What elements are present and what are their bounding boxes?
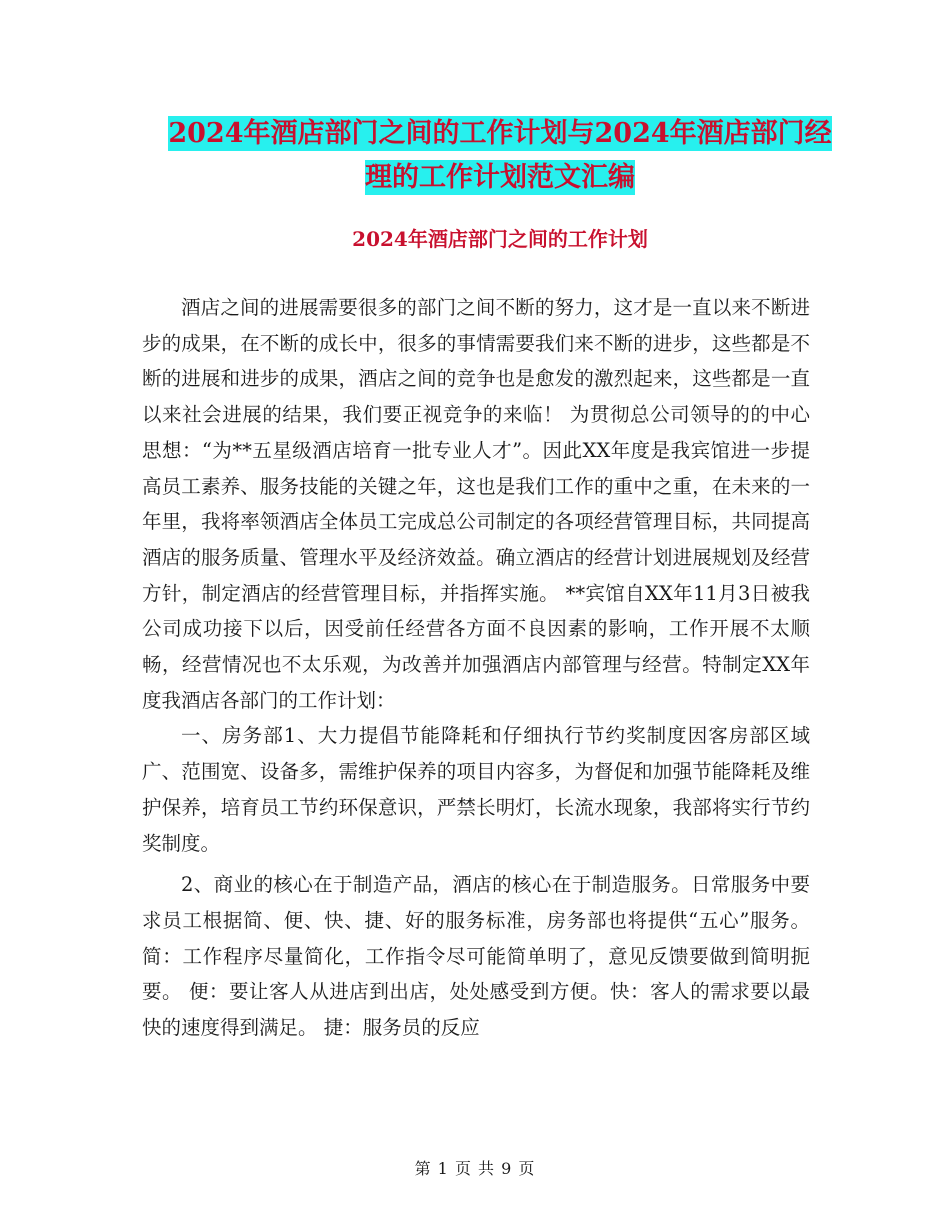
main-title-line-1: 2024年酒店部门之间的工作计划与2024年酒店部门经 [168,118,832,149]
page-number-footer: 第 1 页 共 9 页 [414,1159,536,1178]
document-body [142,290,810,1046]
document-main-title [140,112,860,200]
main-title-line-2: 理的工作计划范文汇编 [365,162,635,193]
body-paragraph-3: 2、商业的核心在于制造产品，酒店的核心在于制造服务。日常服务中要求员工根据简、便、快、捷、好的服务标准，房务部也将提供“五心”服务。简：工作程序尽量简化，工作指令尽可能简单明了，意见反馈要做到简明扼要。 便：要让客人从进店到出店，处处感受到方便。快：客人的需求要以最快的速度得到满足。 捷：服务员的反应 [142,873,810,1040]
body-paragraph-1: 酒店之间的进展需要很多的部门之间不断的努力，这才是一直以来不断进步的成果，在不断的成长中，很多的事情需要我们来不断的进步，这些都是不断的进展和进步的成果，酒店之间的竞争也是愈发的激烈起来，这些都是一直以来社会进展的结果，我们要正视竞争的来临！ 为贯彻总公司领导的的中心思想：“为**五星级酒店培育一批专业人才”。因此XX年度是我宾馆进一步提高员工素养、服务技能的关键之年，这也是我们工作的重中之重，在未来的一年里，我将率领酒店全体员工完成总公司制定的各项经营管理目标，共同提高酒店的服务质量、管理水平及经济效益。确立酒店的经营计划进展规划及经营方针，制定酒店的经营管理目标，并指挥实施。 **宾馆自XX年11月3日被我公司成功接下以后，因受前任经营各方面不良因素的影响，工作开展不太顺畅，经营情况也不太乐观，为改善并加强酒店内部管理与经营。特制定XX年度我酒店各部门的工作计划： [142,296,810,712]
section-title: 2024年酒店部门之间的工作计划 [352,227,648,251]
body-paragraph-2: 一、房务部1、大力提倡节能降耗和仔细执行节约奖制度因客房部区域广、范围宽、设备多，需维护保养的项目内容多，为督促和加强节能降耗及维护保养，培育员工节约环保意识，严禁长明灯，长流水现象，我部将实行节约奖制度。 [142,724,810,855]
